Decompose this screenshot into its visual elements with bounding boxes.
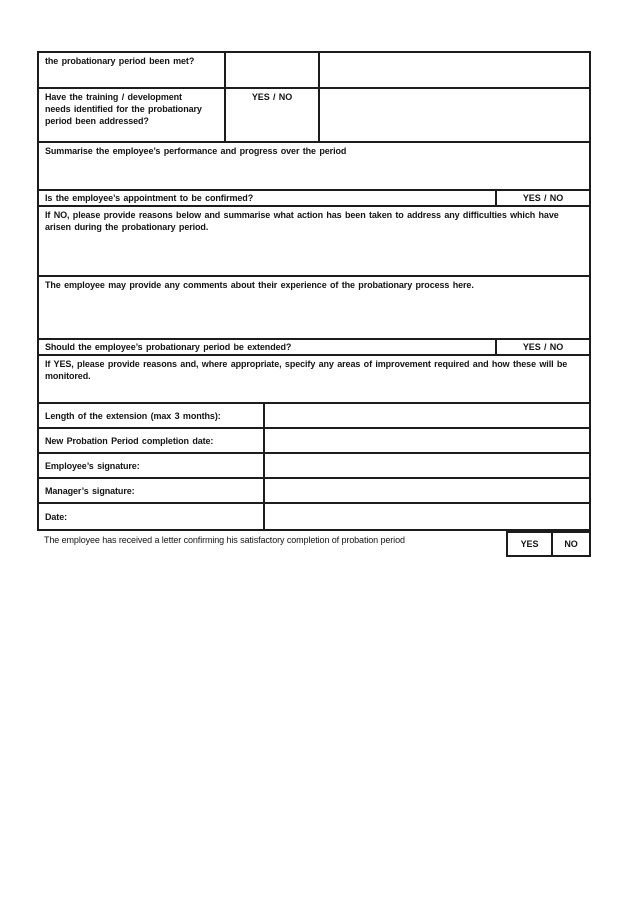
letter-confirmation-yes-no-boxes [506, 531, 591, 557]
training-needs-question: Have the training / development needs identified for the probationary period been addressed? [39, 89, 226, 141]
period-met-answer-cell [226, 53, 320, 87]
summarise-performance-text: Summarise the employee’s performance and progress over the period [45, 146, 347, 156]
appointment-confirmed-yes-no: YES / NO [522, 193, 564, 203]
employee-signature-label: Employee’s signature: [39, 454, 265, 477]
employee-comments-text: The employee may provide any comments about their experience of the probationary process here. [45, 280, 474, 290]
row-manager-signature [39, 479, 589, 504]
row-date [39, 504, 589, 529]
row-summarise-performance [39, 143, 589, 191]
letter-confirmation-yes-box: YES [508, 533, 553, 555]
period-extended-yes-no: YES / NO [522, 342, 564, 352]
letter-confirmation-no-box: NO [564, 539, 578, 549]
period-met-question: the probationary period been met? [39, 53, 226, 87]
employee-signature-value-cell [265, 454, 589, 477]
row-new-completion-date [39, 429, 589, 454]
row-employee-signature [39, 454, 589, 479]
extension-length-label: Length of the extension (max 3 months): [39, 404, 265, 427]
period-met-notes-cell [320, 53, 589, 87]
row-if-no-reasons [39, 207, 589, 277]
new-completion-date-value-cell [265, 429, 589, 452]
letter-confirmation-text: The employee has received a letter confirming his satisfactory completion of probation period [44, 535, 405, 545]
manager-signature-label: Manager’s signature: [39, 479, 265, 502]
row-training-needs [39, 89, 589, 143]
new-completion-date-label: New Probation Period completion date: [39, 429, 265, 452]
manager-signature-value-cell [265, 479, 589, 502]
letter-confirmation-row [37, 531, 591, 557]
training-needs-yes-no: YES / NO [226, 89, 320, 141]
period-extended-question: Should the employee’s probationary period be extended? [39, 340, 497, 354]
row-period-extended [39, 340, 589, 356]
probation-form-table [37, 51, 591, 531]
date-value-cell [265, 504, 589, 529]
row-extension-length [39, 404, 589, 429]
if-yes-reasons-text: If YES, please provide reasons and, where appropriate, specify any areas of improvement required and how these will be monitored. [45, 359, 568, 381]
training-needs-notes-cell [320, 89, 589, 141]
date-label: Date: [39, 504, 265, 529]
if-no-reasons-text: If NO, please provide reasons below and summarise what action has been taken to address any difficulties which have arisen during the probationary period. [45, 210, 559, 232]
row-period-met [39, 53, 589, 89]
extension-length-value-cell [265, 404, 589, 427]
row-employee-comments [39, 277, 589, 340]
row-appointment-confirmed [39, 191, 589, 207]
appointment-confirmed-question: Is the employee’s appointment to be confirmed? [39, 191, 497, 205]
row-if-yes-reasons [39, 356, 589, 404]
